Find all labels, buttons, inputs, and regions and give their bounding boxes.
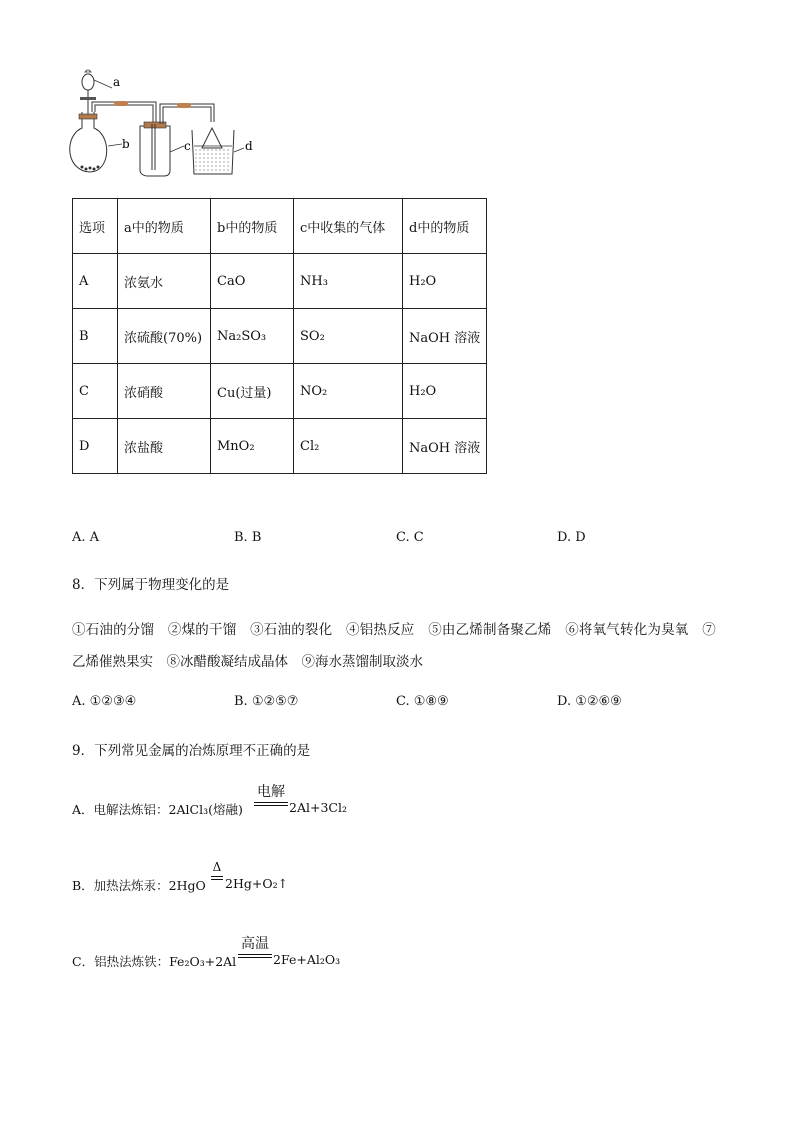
table-header: a中的物质 — [118, 199, 211, 254]
q9-stem: 9．下列常见金属的冶炼原理不正确的是 — [72, 743, 311, 759]
table-cell: SO₂ — [294, 309, 403, 364]
q9-option-b-condition: Δ — [212, 860, 222, 874]
table-cell: B — [73, 309, 118, 364]
equals-sign-line — [254, 802, 288, 804]
q9-option-c-right: 2Fe+Al₂O₃ — [273, 952, 341, 967]
table-row — [73, 364, 487, 419]
table-row — [73, 419, 487, 474]
table-cell: Cl₂ — [294, 419, 403, 474]
label-b: b — [122, 137, 130, 151]
table-cell: D — [73, 419, 118, 474]
table-cell: Cu(过量) — [211, 364, 294, 419]
table-cell: CaO — [211, 254, 294, 309]
label-d: d — [245, 139, 253, 153]
q7-choice-d[interactable]: D. D — [557, 530, 586, 545]
equals-sign-line — [211, 876, 223, 878]
table-cell: NO₂ — [294, 364, 403, 419]
equals-sign-line — [238, 957, 272, 959]
table-cell: H₂O — [403, 254, 487, 309]
table-cell: A — [73, 254, 118, 309]
q9-option-c-left[interactable]: C．铝热法炼铁：Fe₂O₃+2Al — [72, 954, 237, 969]
q9-option-c-condition: 高温 — [241, 936, 269, 952]
table-row — [73, 309, 487, 364]
q9-option-a-left[interactable]: A．电解法炼铝：2AlCl₃(熔融) — [72, 802, 243, 817]
equals-sign-line — [238, 954, 272, 956]
table-cell: C — [73, 364, 118, 419]
q9-option-a-right: 2Al+3Cl₂ — [289, 800, 347, 815]
q9-option-a-condition: 电解 — [257, 784, 285, 800]
q8-choice-d[interactable]: D. ①②⑥⑨ — [557, 694, 622, 709]
q8-choice-b[interactable]: B. ①②⑤⑦ — [234, 694, 299, 709]
q8-items-line1: ①石油的分馏 ②煤的干馏 ③石油的裂化 ④铝热反应 ⑤由乙烯制备聚乙烯 ⑥将氧气转化为臭氧 ⑦ — [72, 622, 716, 638]
table-header: b中的物质 — [211, 199, 294, 254]
table-cell: 浓氨水 — [118, 254, 211, 309]
q8-stem: 8．下列属于物理变化的是 — [72, 577, 230, 593]
table-header: 选项 — [73, 199, 118, 254]
q8-choice-a[interactable]: A. ①②③④ — [72, 694, 137, 709]
table-header: d中的物质 — [403, 199, 487, 254]
q9-option-b-left[interactable]: B．加热法炼汞：2HgO — [72, 878, 206, 893]
q8-items-line2: 乙烯催熟果实 ⑧冰醋酸凝结成晶体 ⑨海水蒸馏制取淡水 — [72, 654, 423, 670]
label-c: c — [184, 139, 191, 153]
table-row — [73, 254, 487, 309]
q7-choice-a[interactable]: A. A — [72, 530, 100, 545]
q7-choice-c[interactable]: C. C — [396, 530, 424, 545]
table-header-row — [73, 199, 487, 254]
apparatus-diagram — [64, 66, 264, 180]
table-cell: H₂O — [403, 364, 487, 419]
table-cell: NaOH 溶液 — [403, 419, 487, 474]
table-cell: 浓硝酸 — [118, 364, 211, 419]
table-cell: Na₂SO₃ — [211, 309, 294, 364]
q9-option-b-right: 2Hg+O₂↑ — [225, 876, 289, 891]
q8-choice-c[interactable]: C. ①⑧⑨ — [396, 694, 449, 709]
table-cell: NaOH 溶液 — [403, 309, 487, 364]
table-cell: 浓盐酸 — [118, 419, 211, 474]
substance-table — [72, 198, 487, 474]
equals-sign-line — [254, 805, 288, 807]
table-cell: 浓硫酸(70%) — [118, 309, 211, 364]
q7-choice-b[interactable]: B. B — [234, 530, 262, 545]
table-cell: MnO₂ — [211, 419, 294, 474]
table-header: c中收集的气体 — [294, 199, 403, 254]
equals-sign-line — [211, 879, 223, 881]
label-a: a — [113, 75, 121, 89]
table-cell: NH₃ — [294, 254, 403, 309]
